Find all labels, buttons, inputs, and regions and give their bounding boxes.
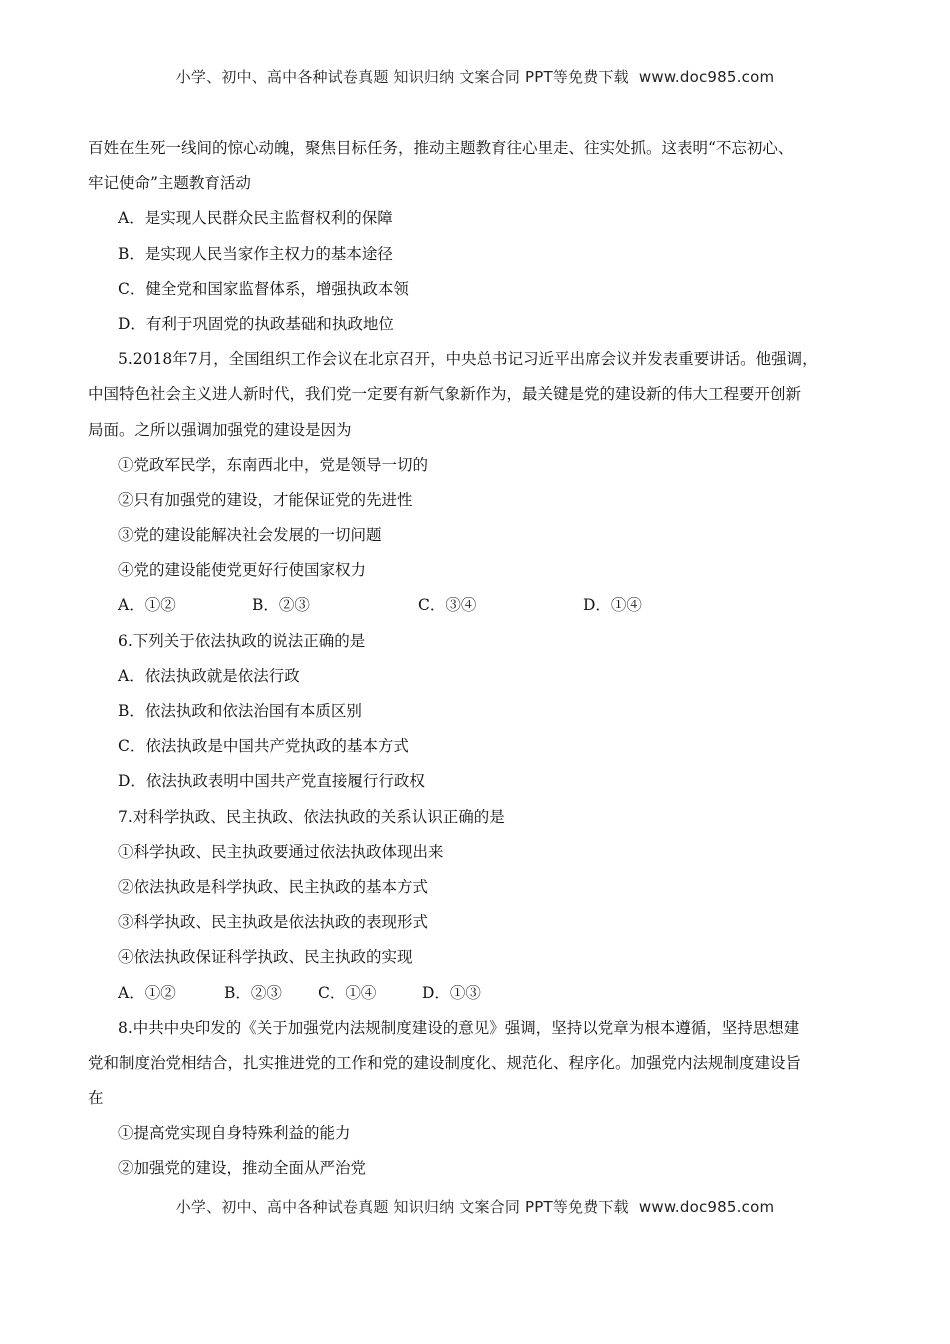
footer-text: 小学、初中、高中各种试卷真题 知识归纳 文案合同 PPT等免费下载 bbox=[175, 1198, 629, 1216]
q5-options bbox=[88, 588, 864, 623]
q5-item-4: ④党的建设能使党更好行使国家权力 bbox=[118, 561, 367, 580]
q8-stem-line-1: 8.中共中央印发的《关于加强党内法规制度建设的意见》强调，坚持以党章为根本遵循，坚持思想建 bbox=[118, 1018, 800, 1037]
q7-item-3: ③科学执政、民主执政是依法执政的表现形式 bbox=[118, 913, 429, 932]
q7-options bbox=[88, 976, 864, 1011]
q7-item-2: ②依法执政是科学执政、民主执政的基本方式 bbox=[118, 877, 429, 896]
footer-url[interactable]: www.doc985.com bbox=[638, 1198, 775, 1216]
q5-item-1: ①党政军民学，东南西北中，党是领导一切的 bbox=[118, 455, 429, 474]
q6-option-c: C．依法执政是中国共产党执政的基本方式 bbox=[118, 737, 409, 756]
q8-item-2: ②加强党的建设，推动全面从严治党 bbox=[118, 1159, 367, 1178]
q7-option-d: D．①③ bbox=[422, 983, 481, 1002]
q5-stem-line-3: 局面。之所以强调加强党的建设是因为 bbox=[88, 420, 352, 439]
page-header bbox=[0, 66, 950, 87]
q4-option-b: B．是实现人民当家作主权力的基本途径 bbox=[118, 244, 393, 263]
q5-item-3: ③党的建设能解决社会发展的一切问题 bbox=[118, 526, 382, 545]
q7-option-b: B．②③ bbox=[224, 983, 282, 1002]
q8-stem-line-3: 在 bbox=[88, 1089, 104, 1108]
q8-item-1: ①提高党实现自身特殊利益的能力 bbox=[118, 1124, 351, 1143]
q4-stem-line-1: 百姓在生死一线间的惊心动魄，聚焦目标任务，推动主题教育往心里走、往实处抓。这表明“不忘初心、 bbox=[88, 139, 794, 157]
q7-option-a: A．①② bbox=[118, 983, 176, 1002]
header-url[interactable]: www.doc985.com bbox=[638, 68, 775, 86]
q4-option-c: C．健全党和国家监督体系，增强执政本领 bbox=[118, 279, 409, 298]
q6-option-a: A．依法执政就是依法行政 bbox=[118, 666, 300, 685]
q5-option-c: C．③④ bbox=[418, 596, 477, 615]
header-text: 小学、初中、高中各种试卷真题 知识归纳 文案合同 PPT等免费下载 bbox=[175, 68, 629, 86]
q6-option-d: D．依法执政表明中国共产党直接履行行政权 bbox=[118, 772, 425, 791]
q5-option-a: A．①② bbox=[118, 596, 176, 615]
q6-stem: 6.下列关于依法执政的说法正确的是 bbox=[118, 631, 366, 650]
q4-stem-line-2: 牢记使命”主题教育活动 bbox=[88, 174, 251, 193]
q7-stem: 7.对科学执政、民主执政、依法执政的关系认识正确的是 bbox=[118, 807, 505, 826]
q5-option-d: D．①④ bbox=[583, 596, 642, 615]
q7-option-c: C．①④ bbox=[318, 983, 377, 1002]
q7-item-1: ①科学执政、民主执政要通过依法执政体现出来 bbox=[118, 842, 444, 861]
q5-item-2: ②只有加强党的建设，才能保证党的先进性 bbox=[118, 490, 413, 509]
q8-stem-line-2: 党和制度治党相结合，扎实推进党的工作和党的建设制度化、规范化、程序化。加强党内法规制度建设旨 bbox=[88, 1053, 802, 1072]
q6-option-b: B．依法执政和依法治国有本质区别 bbox=[118, 702, 362, 720]
q7-item-4: ④依法执政保证科学执政、民主执政的实现 bbox=[118, 948, 413, 967]
q4-option-a: A．是实现人民群众民主监督权利的保障 bbox=[118, 209, 393, 228]
q5-option-b: B．②③ bbox=[252, 596, 310, 615]
q5-stem-line-2: 中国特色社会主义进人新时代，我们党一定要有新气象新作为，最关键是党的建设新的伟大工程要开创新 bbox=[88, 385, 802, 404]
page-footer bbox=[0, 1196, 950, 1217]
document-body bbox=[88, 131, 864, 1187]
q4-option-d: D．有利于巩固党的执政基础和执政地位 bbox=[118, 314, 394, 333]
q5-stem-line-1: 5.2018年7月，全国组织工作会议在北京召开，中央总书记习近平出席会议并发表重要讲话。他强调， bbox=[118, 350, 818, 369]
